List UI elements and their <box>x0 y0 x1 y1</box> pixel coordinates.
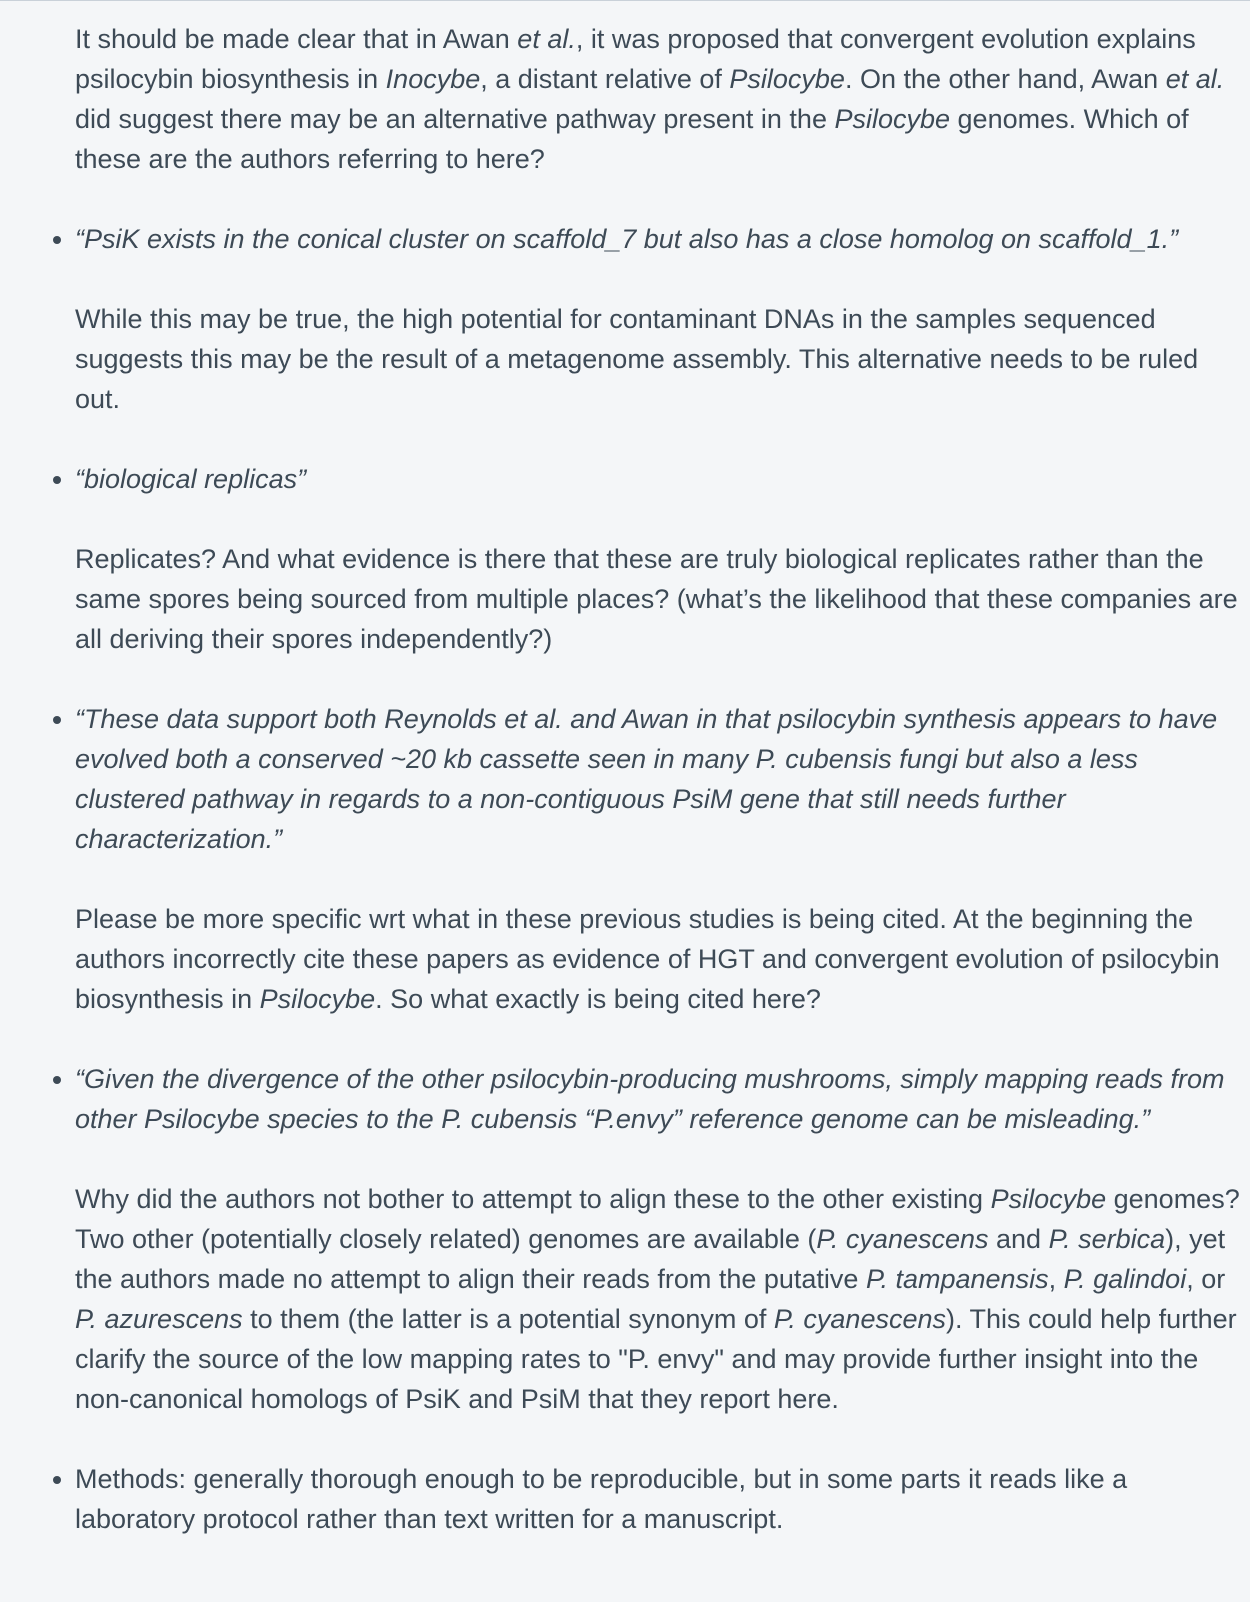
italic-text-run: et al. <box>1165 64 1225 94</box>
italic-text-run: “PsiK exists in the conical cluster on scaffold_7 but also has a close homolog on scaffold_1.” <box>75 224 1179 254</box>
italic-text-run: “These data support both Reynolds et al. and Awan in that psilocybin synthesis appears to have evolved both a conserved ~20 kb cassette seen in many P. cubensis fungi but also a less clustered pathway in regards to a non-contiguous PsiM gene that still needs further characterization.” <box>75 704 1218 854</box>
paragraph-align-genomes <box>75 1179 1247 1419</box>
text-run: ). This could help further clarify the source of the low mapping rates to "P. envy" and may provide further insight into the non-canonical homologs of PsiK and PsiM that they report here. <box>75 1304 1237 1414</box>
text-run: . On the other hand, Awan <box>844 64 1166 94</box>
bullet-dot <box>53 476 61 484</box>
italic-text-run: P. serbica <box>1048 1224 1166 1254</box>
bullet-item-biological-replicas <box>75 459 1247 499</box>
paragraph-awan-convergent-evolution <box>75 19 1247 179</box>
italic-text-run: P. azurescens <box>75 1304 243 1334</box>
text-run: , or <box>1186 1264 1226 1294</box>
italic-text-run: Psilocybe <box>990 1184 1107 1214</box>
text-run: While this may be true, the high potential for contaminant DNAs in the samples sequenced suggests this may be the result of a metagenome assembly. This alternative needs to be ruled out. <box>75 304 1199 414</box>
text-run: genomes. Which of these are the authors referring to here? <box>75 104 1189 174</box>
text-run: Why did the authors not bother to attempt to align these to the other existing <box>75 1184 991 1214</box>
italic-text-run: et al. <box>517 24 576 54</box>
italic-text-run: Psilocybe <box>834 104 951 134</box>
text-run: genomes? Two other (potentially closely related) genomes are available ( <box>75 1184 1240 1254</box>
bullet-item-mapping-reads <box>75 1059 1247 1139</box>
paragraph-replicates <box>75 539 1247 659</box>
italic-text-run: Psilocybe <box>729 64 845 94</box>
text-run: , a distant relative of <box>480 64 730 94</box>
italic-text-run: “biological replicas” <box>75 464 307 494</box>
bullet-dot <box>53 716 61 724</box>
top-divider <box>0 0 1250 1</box>
italic-text-run: Inocybe <box>385 64 481 94</box>
text-run: to them (the latter is a potential synonym of <box>242 1304 774 1334</box>
text-run: , it was proposed that convergent evolution explains psilocybin biosynthesis in <box>75 24 1196 94</box>
text-run: did suggest there may be an alternative pathway present in the <box>75 104 835 134</box>
text-run: and <box>988 1224 1049 1254</box>
bullet-item-psik-scaffold <box>75 219 1247 259</box>
bullet-dot <box>53 1476 61 1484</box>
review-comments <box>0 19 1250 1579</box>
italic-text-run: P. cyanescens <box>816 1224 989 1254</box>
bullet-dot <box>53 236 61 244</box>
paragraph-contaminant-dna <box>75 299 1247 419</box>
text-run: . So what exactly is being cited here? <box>375 984 821 1014</box>
italic-text-run: P. tampanensis <box>865 1264 1049 1294</box>
italic-text-run: “Given the divergence of the other psilocybin-producing mushrooms, simply mapping reads from other Psilocybe species to the P. cubensis “P.envy” reference genome can be misleading.” <box>75 1064 1225 1134</box>
text-run: ), yet the authors made no attempt to align their reads from the putative <box>75 1224 1226 1294</box>
text-run: Methods: generally thorough enough to be reproducible, but in some parts it reads like a laboratory protocol rather than text written for a manuscript. <box>75 1464 1128 1534</box>
bullet-item-methods <box>75 1459 1247 1539</box>
bullet-item-reynolds-awan <box>75 699 1247 859</box>
bullet-dot <box>53 1076 61 1084</box>
text-run: , <box>1048 1264 1064 1294</box>
italic-text-run: P. galindoi <box>1063 1264 1187 1294</box>
italic-text-run: P. cyanescens <box>773 1304 946 1334</box>
text-run: Replicates? And what evidence is there that these are truly biological replicates rather than the same spores being sourced from multiple places? (what’s the likelihood that these companies are all deriving their spores independently?) <box>75 544 1238 654</box>
italic-text-run: Psilocybe <box>259 984 376 1014</box>
paragraph-be-more-specific <box>75 899 1247 1019</box>
text-run: Please be more specific wrt what in these previous studies is being cited. At the beginning the authors incorrectly cite these papers as evidence of HGT and convergent evolution of psilocybin biosynthesis in <box>75 904 1220 1014</box>
text-run: It should be made clear that in Awan <box>75 24 518 54</box>
